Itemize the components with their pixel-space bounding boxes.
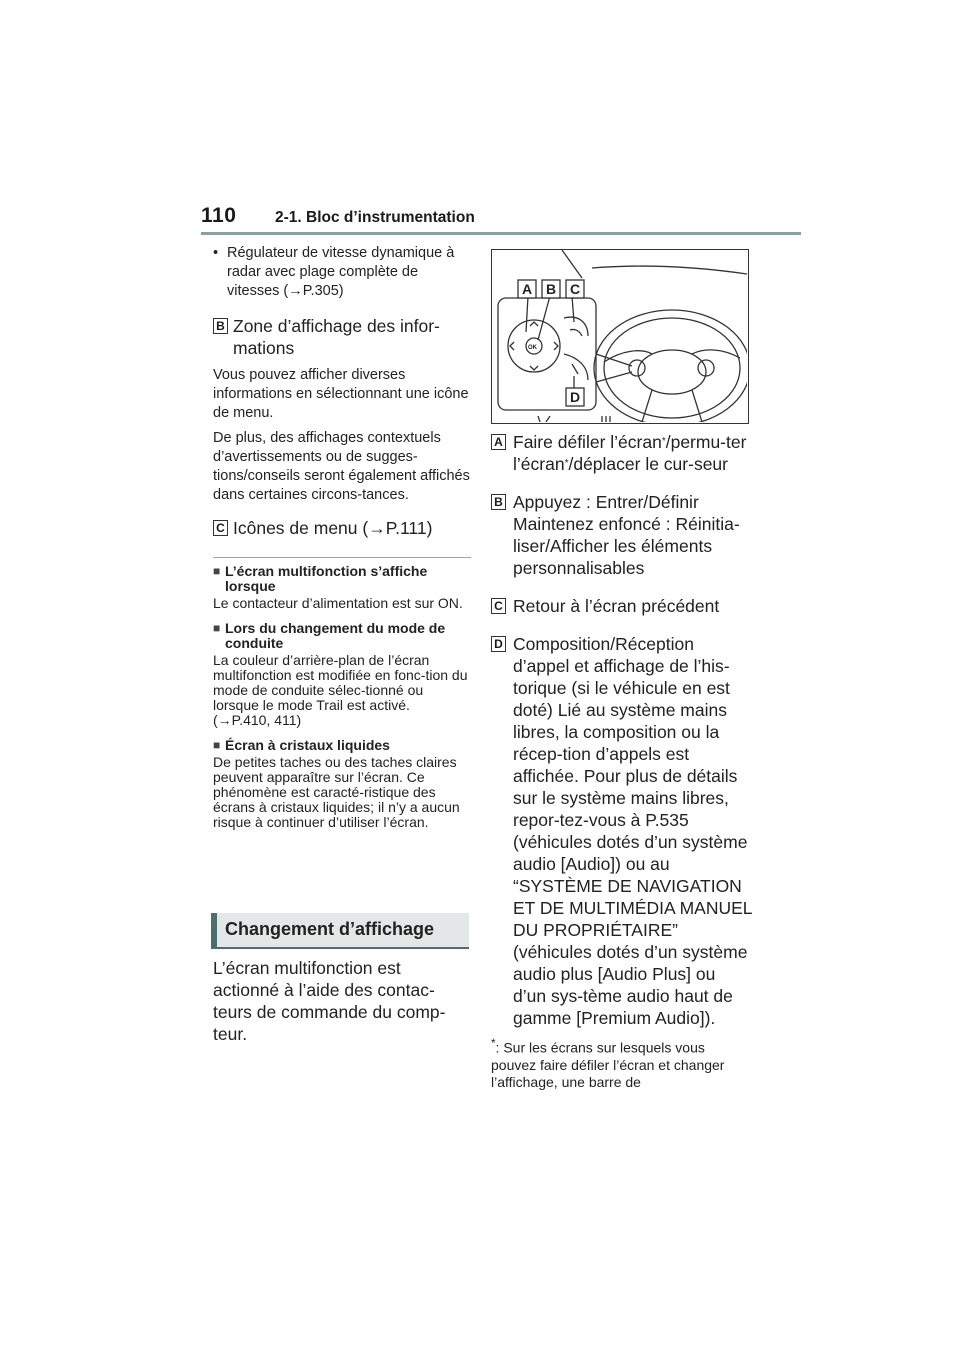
note-3-body: De petites taches ou des taches claires peuvent apparaître sur l’écran. Ce phénomène est caracté-ristique des écrans à cristaux liquides; il n’y a aucun risque à continuer d’utiliser l’écran. (213, 754, 460, 830)
note-marker: ■ (213, 564, 221, 578)
item-c-heading (213, 517, 471, 539)
item-a-text-2: /permu-ter l’écran (513, 432, 747, 474)
note-2-head (213, 621, 471, 651)
item-a-text-3: /déplacer le cur-seur (568, 454, 728, 474)
section-heading: Changement d’affichage (225, 919, 435, 939)
item-c (491, 595, 753, 617)
item-b-para2: De plus, des affichages contextuels d’avertissements ou de sugges-tions/conseils seront également affichés dans certaines circons-tances. (213, 430, 470, 503)
label-box-c: C (213, 520, 228, 536)
illus-label-c: C (570, 281, 581, 297)
bullet-item (213, 244, 471, 301)
note-marker: ■ (213, 621, 221, 635)
note-2-title: Lors du changement du mode de conduite (225, 620, 446, 651)
item-a-text-1: Faire défiler l’écran (513, 432, 662, 452)
bullet-text: Régulateur de vitesse dynamique à radar avec plage complète de vitesses (→P.305) (227, 245, 455, 299)
note-1-title: L’écran multifonction s’affiche lorsque (225, 563, 428, 594)
illus-label-d: D (570, 389, 581, 405)
note-1-body: Le contacteur d’alimentation est sur ON. (213, 595, 463, 611)
label-box-d: D (491, 636, 506, 652)
item-c-title: Icônes de menu (→P.111) (233, 518, 433, 538)
label-box-a: A (491, 434, 506, 450)
note-1-head (213, 564, 471, 594)
steering-wheel-drawing (492, 250, 747, 422)
footnote-mark: * (491, 1037, 496, 1050)
item-c-text: Retour à l’écran précédent (513, 596, 720, 616)
note-3-head (213, 738, 471, 753)
item-b-heading (213, 315, 471, 359)
note-2-body: La couleur d’arrière-plan de l’écran multifonction est modifiée en fonc-tion du mode de conduite sélec-tionné ou lorsque le mode Trail est activé. (→P.410, 411) (213, 652, 468, 728)
item-d (491, 633, 753, 1029)
label-box-b: B (213, 318, 228, 334)
footnote (491, 1035, 753, 1091)
item-a-text (513, 431, 753, 475)
footnote-ref: * (564, 458, 569, 469)
notes-divider (213, 557, 471, 558)
ok-button-label: OK (528, 345, 537, 351)
item-b (491, 491, 753, 579)
intro-paragraph: L’écran multifonction est actionné à l’aide des contac-teurs de commande du comp-teur. (213, 958, 446, 1044)
item-b-para1: Vous pouvez afficher diverses informations en sélectionnant une icône de menu. (213, 367, 469, 421)
left-column (213, 244, 471, 830)
header-rule (201, 232, 801, 235)
note-3-title: Écran à cristaux liquides (225, 737, 390, 753)
page-number: 110 (201, 204, 237, 227)
footnote-text: : Sur les écrans sur lesquels vous pouvez faire défiler l’écran et changer l’affichage, une barre de (491, 1039, 725, 1090)
item-b-text: Appuyez : Entrer/Définir Maintenez enfoncé : Réinitia-liser/Afficher les éléments personnalisables (513, 492, 740, 578)
label-box-c: C (491, 598, 506, 614)
bullet-dot: • (213, 245, 219, 261)
footnote-ref: * (661, 436, 666, 447)
illus-label-a: A (522, 281, 533, 297)
item-a (491, 431, 753, 475)
right-column (491, 431, 753, 1091)
item-d-text: Composition/Réception d’appel et affichage de l’his-torique (si le véhicule en est doté) Lié au système mains libres, la composition ou la récep-tion d’appels est affichée. Pour plus de détails sur le système mains libres, repor-tez-vous à P.535 (véhicules dotés d’un système audio [Audio]) ou au “SYSTÈME DE NAVIGATION ET DE MULTIMÉDIA MANUEL DU PROPRIÉTAIRE” (véhicules dotés d’un système audio plus [Audio Plus] ou d’un sys-tème audio haut de gamme [Premium Audio]). (513, 634, 752, 1028)
steering-switch-illustration (491, 249, 749, 424)
section-title: 2-1. Bloc d’instrumentation (275, 209, 475, 226)
note-marker: ■ (213, 738, 221, 752)
illus-label-b: B (546, 281, 557, 297)
section-heading-box (211, 913, 469, 947)
label-box-b: B (491, 494, 506, 510)
section-heading-rule (211, 947, 469, 949)
item-b-title: Zone d’affichage des infor-mations (233, 316, 440, 358)
